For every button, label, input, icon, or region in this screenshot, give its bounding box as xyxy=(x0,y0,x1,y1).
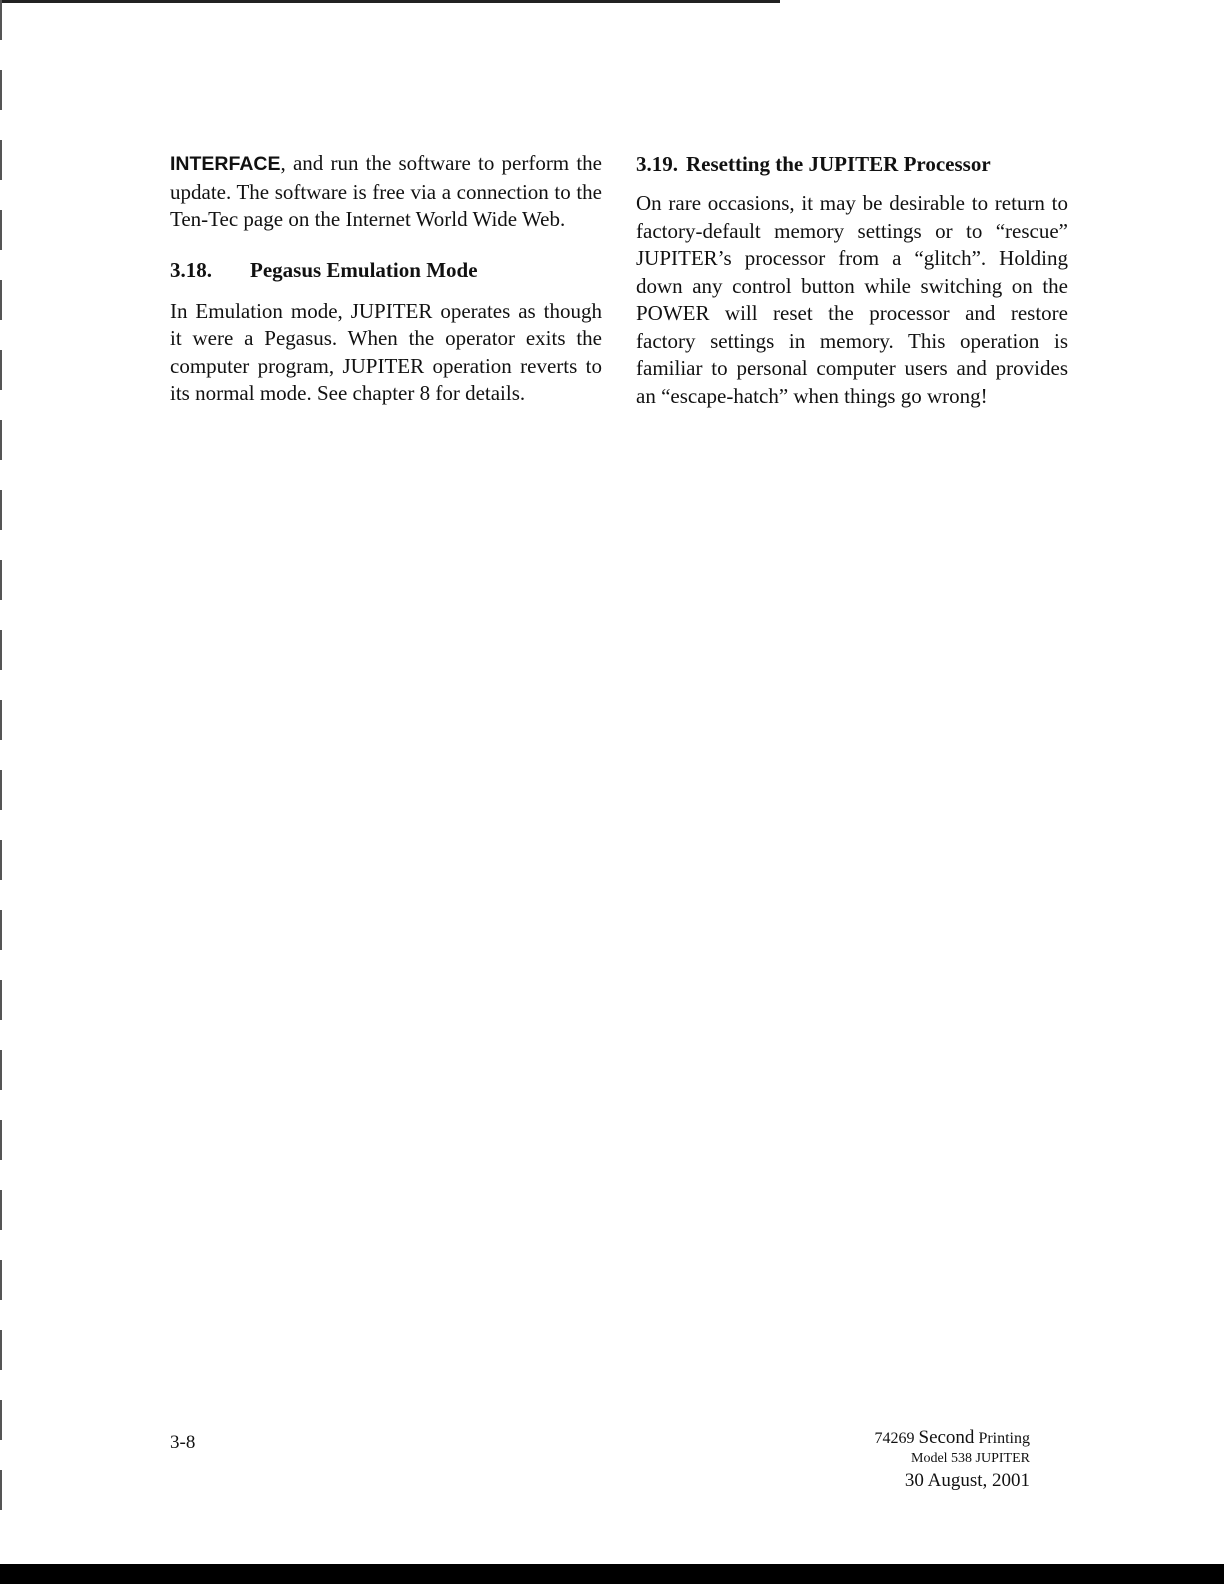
section-number: 3.18. xyxy=(170,257,212,282)
intro-text: , and run the software to perform the update. The software is free via a connection to the Ten-Tec page on the Internet World Wide Web. xyxy=(170,151,602,231)
scan-edge-bottom xyxy=(0,1564,1224,1584)
intro-paragraph xyxy=(170,150,602,234)
right-column xyxy=(636,150,1068,410)
scan-edge-left xyxy=(0,0,2,1540)
date-line: 30 August, 2001 xyxy=(904,1470,1030,1491)
doc-number: 74269 xyxy=(874,1430,915,1447)
section-number: 3.19. xyxy=(636,152,678,176)
section-heading-3-18 xyxy=(170,256,602,284)
section-body-3-19: On rare occasions, it may be desirable to return to factory-default memory settings or to “rescue” JUPITER’s processor from a “glitch”. Holding down any control button while switching on the POWER will reset the processor and restore factory settings in memory. This operation is familiar to personal computer users and provides an “escape-hatch” when things go wrong! xyxy=(636,191,1068,408)
printing-line xyxy=(875,1428,1031,1449)
printing-label: Printing xyxy=(978,1430,1030,1447)
page-number: 3-8 xyxy=(170,1432,196,1453)
section-title: Resetting the JUPITER Processor xyxy=(686,152,991,176)
footer-info xyxy=(875,1428,1031,1493)
section-heading-3-19 xyxy=(636,150,1068,178)
scan-edge-top xyxy=(0,0,780,3)
section-body-3-18: In Emulation mode, JUPITER operates as though it were a Pegasus. When the operator exits the computer program, JUPITER operation reverts to its normal mode. See chapter 8 for details. xyxy=(170,298,602,405)
left-column xyxy=(170,150,602,408)
printing-word: Second xyxy=(918,1427,975,1448)
section-title: Pegasus Emulation Mode xyxy=(250,257,478,282)
model-line: Model 538 JUPITER xyxy=(911,1451,1030,1466)
interface-keyword: INTERFACE xyxy=(170,153,281,175)
